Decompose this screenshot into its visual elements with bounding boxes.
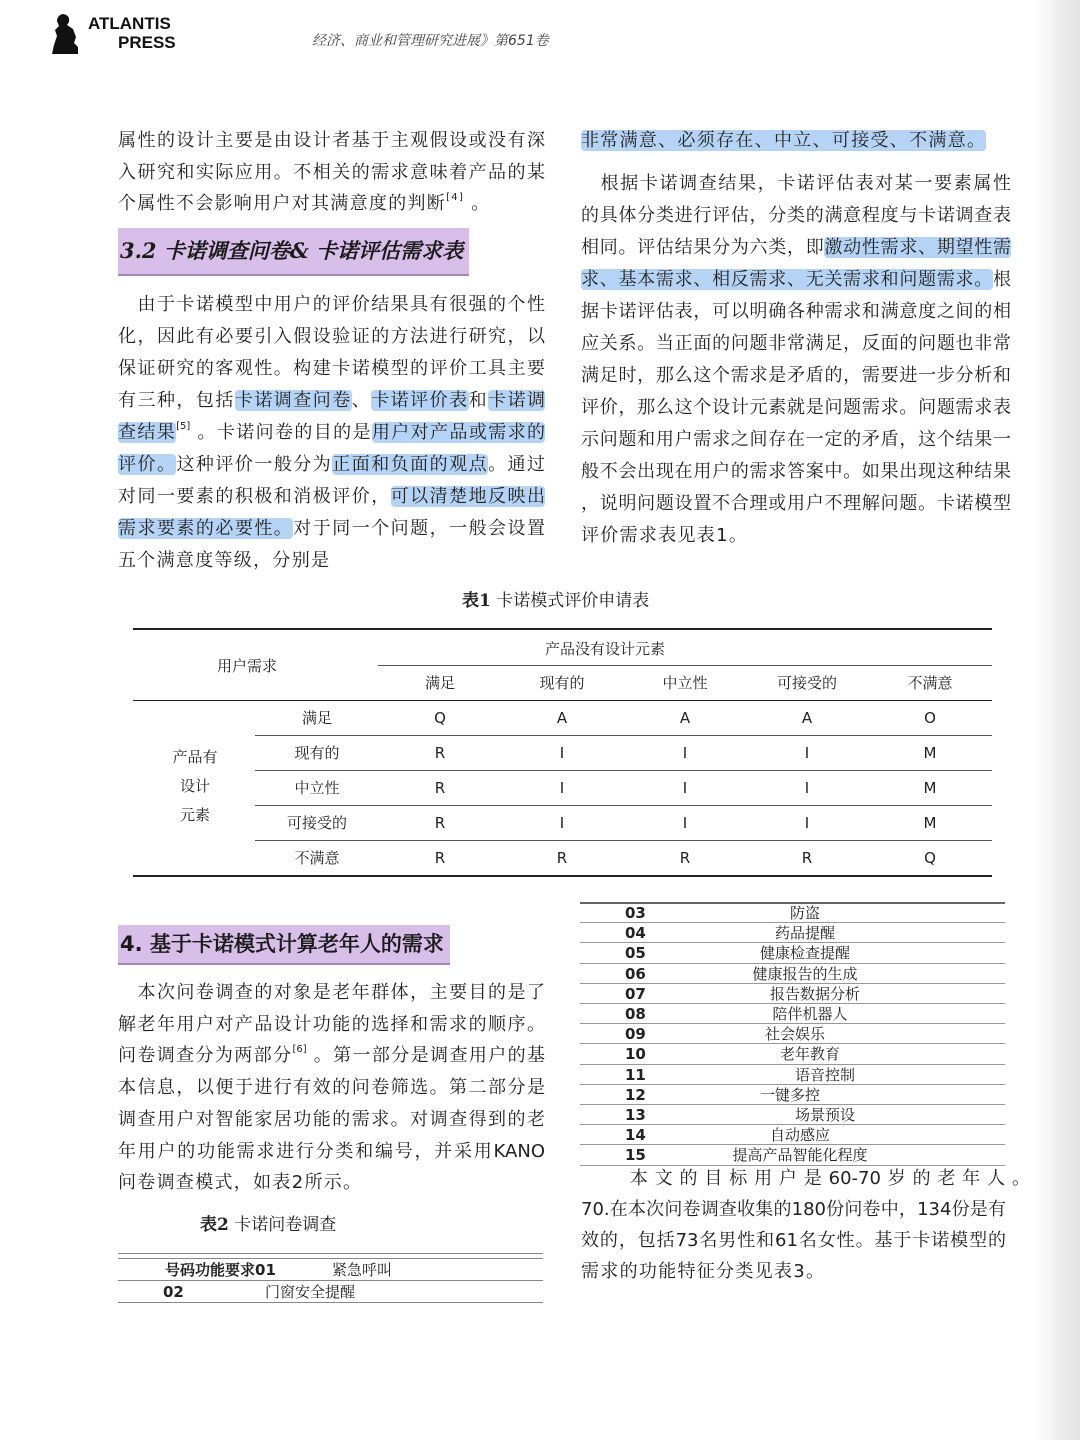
text-line bbox=[118, 191, 491, 217]
table1-header-rule bbox=[133, 700, 992, 701]
table2-header: 号码功能要求01 bbox=[165, 1261, 276, 1279]
table1-row-rule bbox=[255, 770, 992, 771]
table1-row-group-label: 元素 bbox=[179, 806, 211, 824]
text-segment: 评价，那么这个设计元素就是问题需求。问题需求表 bbox=[581, 397, 1011, 418]
text-segment: 。通过 bbox=[488, 454, 546, 475]
table1-caption-number: 表1 bbox=[462, 591, 491, 611]
text-line bbox=[118, 1043, 545, 1069]
text-line bbox=[118, 452, 545, 478]
publisher-logo bbox=[50, 12, 176, 54]
table2-row-rule bbox=[580, 942, 1005, 943]
text-segment: 本文的目标用户是60-70岁的老年人。 bbox=[605, 1168, 1030, 1189]
table1-row-group-label: 产品有 bbox=[172, 748, 218, 766]
text-line bbox=[581, 1228, 1006, 1254]
text-segment: 70.在本次问卷调查收集的180份问卷中，134份是有 bbox=[581, 1199, 1006, 1220]
table2-row-number: 09 bbox=[625, 1025, 646, 1044]
text-line bbox=[581, 171, 1011, 197]
highlighted-text: 卡诺调 bbox=[488, 390, 546, 411]
table1-cell: I bbox=[682, 744, 688, 762]
table2-row-text: 药品提醒 bbox=[774, 924, 836, 943]
highlighted-text: 查结果 bbox=[118, 422, 177, 443]
table2-row-text: 社会娱乐 bbox=[764, 1025, 826, 1044]
highlighted-text: 可以清楚地反映出 bbox=[390, 486, 546, 507]
text-segment: 对于同一个问题，一般会设置 bbox=[293, 518, 546, 539]
table1-bottom-rule bbox=[133, 875, 992, 877]
text-segment: 和 bbox=[468, 390, 489, 411]
table2-row-number: 11 bbox=[625, 1065, 646, 1084]
logo-line-1: ATLANTIS bbox=[88, 14, 171, 33]
text-line bbox=[118, 160, 545, 186]
table1-group-header: 产品没有设计元素 bbox=[544, 640, 666, 658]
text-segment: 。第一部分是调查用户的基 bbox=[306, 1045, 545, 1067]
text-segment: 入研究和实际应用。不相关的需求意味着产品的某 bbox=[118, 161, 545, 183]
text-segment: 根 bbox=[993, 269, 1011, 290]
table1-cell: R bbox=[434, 849, 446, 867]
table1-row-label: 可接受的 bbox=[286, 814, 348, 832]
text-segment: 保证研究的客观性。构建卡诺模型的评价工具主要 bbox=[118, 358, 545, 379]
table1-column-header: 中立性 bbox=[662, 674, 708, 692]
text-segment: 需求的功能特征分类见表3。 bbox=[581, 1261, 826, 1282]
table2-row-text: 语音控制 bbox=[794, 1065, 856, 1084]
table2-first-row-text: 紧急呼叫 bbox=[331, 1261, 393, 1279]
table2-rule bbox=[118, 1280, 543, 1281]
text-segment: 解老年用户对产品设计功能的选择和需求的顺序。 bbox=[118, 1013, 545, 1035]
table2-row-rule bbox=[580, 1104, 1005, 1105]
table2-row-text: 老年教育 bbox=[779, 1045, 841, 1064]
highlighted-text: 非常满意、必须存在、中立、可接受、不满意。 bbox=[581, 130, 987, 151]
table2-row-number: 08 bbox=[625, 1005, 646, 1023]
text-segment: 据卡诺评估表，可以明确各种需求和满意度之间的相 bbox=[581, 301, 1011, 322]
table1-cell: R bbox=[434, 779, 446, 797]
text-line bbox=[581, 395, 1011, 421]
journal-title: 经济、商业和管理研究进展》第651卷 bbox=[312, 33, 549, 49]
table1-top-rule bbox=[133, 628, 992, 630]
text-line bbox=[118, 420, 545, 446]
table2-row-rule bbox=[580, 1064, 1005, 1065]
table2-row-text: 门窗安全提醒 bbox=[264, 1283, 356, 1301]
table2-row-number: 10 bbox=[625, 1045, 646, 1064]
table2-caption-number: 表2 bbox=[200, 1215, 229, 1235]
text-line bbox=[118, 1170, 362, 1196]
highlighted-text: 评价。 bbox=[118, 454, 177, 475]
text-segment: 应关系。当正面的问题非常满足，反面的问题也非常 bbox=[581, 333, 1011, 354]
table2-caption bbox=[200, 1214, 336, 1236]
table2-row-text: 一键多控 bbox=[759, 1085, 821, 1104]
table1-cell: I bbox=[559, 814, 565, 832]
table1-cell: M bbox=[923, 814, 937, 832]
text-line bbox=[118, 1075, 545, 1101]
table1-column-header: 现有的 bbox=[539, 674, 585, 692]
table1-row-label: 中立性 bbox=[294, 779, 340, 797]
table2-row-text: 自动感应 bbox=[769, 1126, 831, 1145]
text-segment: 问卷调查分为两部分 bbox=[118, 1045, 293, 1067]
text-segment: ，说明问题设置不合理或用户不理解问题。卡诺模型 bbox=[581, 493, 1011, 514]
text-line bbox=[581, 1197, 1006, 1223]
table2-row-rule bbox=[580, 1124, 1005, 1125]
highlighted-text: 卡诺调查问卷 bbox=[234, 390, 352, 411]
text-line bbox=[605, 1166, 1030, 1192]
text-line bbox=[118, 484, 545, 510]
citation-ref: [4] bbox=[446, 192, 465, 203]
citation-ref: [5] bbox=[176, 421, 191, 432]
table2-row-number: 04 bbox=[625, 924, 646, 943]
text-line bbox=[581, 299, 1011, 325]
table1-cell: Q bbox=[434, 709, 446, 727]
table1-cell: A bbox=[556, 709, 568, 727]
table1-column-header: 满足 bbox=[424, 674, 456, 692]
table2-row-rule bbox=[580, 963, 1005, 964]
table2-row-rule bbox=[580, 922, 1005, 923]
table1-row-group-label: 设计 bbox=[179, 777, 211, 795]
text-segment: 、 bbox=[351, 390, 372, 411]
table1-caption-text: 卡诺模式评价申请表 bbox=[490, 591, 650, 611]
table2-row-text: 防盗 bbox=[789, 904, 821, 922]
table1-row-rule bbox=[255, 840, 992, 841]
text-segment: 满足时，那么这个需求是矛盾的，需要进一步分析和 bbox=[581, 365, 1011, 386]
highlighted-text: 用户对产品或需求的 bbox=[371, 422, 545, 443]
text-segment: 问卷调查模式，如表2所示。 bbox=[118, 1172, 363, 1194]
text-line bbox=[581, 331, 1011, 357]
table1-cell: I bbox=[804, 814, 810, 832]
table2-row-text: 健康报告的生成 bbox=[752, 964, 858, 983]
text-segment: 由于卡诺模型中用户的评价结果具有很强的个性 bbox=[118, 294, 545, 315]
text-line bbox=[118, 292, 545, 318]
text-line bbox=[581, 203, 1011, 229]
table1-cell: R bbox=[434, 814, 446, 832]
table2-row-number: 13 bbox=[625, 1106, 646, 1124]
table2-row-number: 14 bbox=[625, 1126, 646, 1145]
table2-row-number: 03 bbox=[625, 904, 646, 922]
table2-row-text: 报告数据分析 bbox=[769, 984, 861, 1003]
table1-group-rule bbox=[378, 665, 992, 666]
text-line bbox=[118, 980, 545, 1006]
text-line bbox=[581, 427, 1011, 453]
text-line bbox=[118, 324, 545, 350]
text-line bbox=[581, 128, 986, 154]
table2-rule bbox=[118, 1258, 543, 1259]
highlighted-text: 求、基本需求、相反需求、无关需求和问题需求。 bbox=[581, 269, 993, 290]
table2-rule bbox=[118, 1302, 543, 1303]
text-segment: 。卡诺问卷的目的是 bbox=[190, 422, 372, 443]
table2-row-rule bbox=[580, 983, 1005, 984]
text-line bbox=[581, 459, 1011, 485]
table2-row-rule bbox=[580, 1144, 1005, 1145]
text-segment: 年用户的功能需求进行分类和编号，并采用KANO bbox=[118, 1140, 545, 1162]
highlighted-text: 需求要素的必要性。 bbox=[118, 518, 294, 539]
text-line bbox=[581, 267, 1011, 293]
table2-row-number: 02 bbox=[163, 1283, 184, 1301]
table1-cell: Q bbox=[924, 849, 936, 867]
text-segment: 个属性不会影响用户对其满意度的判断 bbox=[118, 193, 447, 214]
highlighted-text: 正面和负面的观点 bbox=[332, 454, 489, 475]
page-edge-shadow bbox=[1035, 0, 1080, 1440]
table1-column-header: 可接受的 bbox=[776, 674, 838, 692]
text-line bbox=[118, 128, 545, 154]
table2-row-text: 场景预设 bbox=[794, 1106, 856, 1124]
table2-row-rule bbox=[580, 1023, 1005, 1024]
text-segment: 调查用户对智能家居功能的需求。对调查得到的老 bbox=[118, 1108, 545, 1130]
text-line bbox=[581, 363, 1011, 389]
table2-row-number: 05 bbox=[625, 944, 646, 963]
table2-row-number: 12 bbox=[625, 1085, 646, 1104]
table2-row-rule bbox=[580, 1043, 1005, 1044]
table1-caption bbox=[462, 590, 649, 612]
table1-row-label: 不满意 bbox=[294, 849, 340, 867]
table1-cell: R bbox=[556, 849, 568, 867]
table1-corner-header: 用户需求 bbox=[216, 657, 278, 675]
table2-row-text: 健康检查提醒 bbox=[759, 944, 851, 963]
text-segment: 相同。评估结果分为六类，即 bbox=[581, 237, 825, 258]
text-segment: 。 bbox=[464, 193, 491, 214]
table1-row-label: 满足 bbox=[301, 709, 333, 727]
text-segment: 有三种，包括 bbox=[118, 390, 235, 411]
table2-row-number: 07 bbox=[625, 984, 646, 1003]
table1-cell: I bbox=[559, 744, 565, 762]
table1-row-label: 现有的 bbox=[294, 744, 340, 762]
table1-cell: O bbox=[924, 709, 936, 727]
text-line bbox=[118, 1139, 545, 1165]
text-segment: 示问题和用户需求之间存在一定的矛盾，这个结果一 bbox=[581, 429, 1011, 450]
table2-rule bbox=[118, 1253, 543, 1254]
text-segment: 本次问卷调查的对象是老年群体，主要目的是了 bbox=[118, 982, 545, 1003]
text-segment: 根据卡诺调查结果，卡诺评估表对某一要素属性 bbox=[581, 173, 1011, 194]
text-line bbox=[581, 1259, 825, 1285]
table2-row-number: 06 bbox=[625, 964, 646, 983]
text-line bbox=[581, 235, 1011, 261]
thinker-statue-icon bbox=[50, 12, 82, 54]
table1-cell: I bbox=[804, 779, 810, 797]
table1-cell: R bbox=[679, 849, 691, 867]
text-segment: 这种评价一般分为 bbox=[176, 454, 333, 475]
table2-row-text: 提高产品智能化程度 bbox=[732, 1146, 868, 1165]
text-line bbox=[118, 1107, 545, 1133]
table1-cell: I bbox=[682, 814, 688, 832]
text-line bbox=[118, 356, 545, 382]
citation-ref: [6] bbox=[292, 1044, 307, 1056]
text-line bbox=[118, 548, 330, 574]
table1-column-header: 不满意 bbox=[907, 674, 953, 692]
table2-row-text: 陪伴机器人 bbox=[772, 1005, 848, 1023]
table1-cell: M bbox=[923, 744, 937, 762]
table1-cell: R bbox=[434, 744, 446, 762]
table1-cell: I bbox=[804, 744, 810, 762]
table1-row-rule bbox=[255, 805, 992, 806]
text-segment: 本信息，以便于进行有效的问卷筛选。第二部分是 bbox=[118, 1077, 545, 1099]
table2-row-rule bbox=[580, 1084, 1005, 1085]
text-line bbox=[118, 388, 545, 414]
table2-row-rule bbox=[580, 1003, 1005, 1004]
table1-cell: R bbox=[801, 849, 813, 867]
table1-cell: A bbox=[801, 709, 813, 727]
text-line bbox=[581, 523, 748, 549]
text-segment: 化，因此有必要引入假设验证的方法进行研究，以 bbox=[118, 326, 545, 347]
logo-line-2: PRESS bbox=[118, 33, 176, 52]
section-heading-3-2: 3.2 卡诺调查问卷& 卡诺评估需求表 bbox=[118, 228, 469, 276]
table2-caption-text: 卡诺问卷调查 bbox=[228, 1215, 337, 1235]
text-segment: 的具体分类进行评估，分类的满意程度与卡诺调查表 bbox=[581, 205, 1011, 226]
text-segment: 评价需求表见表1。 bbox=[581, 525, 749, 546]
section-heading-4: 4. 基于卡诺模式计算老年人的需求 bbox=[118, 925, 450, 965]
highlighted-text: 卡诺评价表 bbox=[371, 390, 469, 411]
text-segment: 般不会出现在用户的需求答案中。如果出现这种结果 bbox=[581, 461, 1011, 482]
table1-cell: A bbox=[679, 709, 691, 727]
text-segment: 五个满意度等级，分别是 bbox=[118, 550, 331, 571]
table1-cell: M bbox=[923, 779, 937, 797]
text-segment: 效的，包括73名男性和61名女性。基于卡诺模型的 bbox=[581, 1230, 1006, 1251]
text-segment: 对同一要素的积极和消极评价， bbox=[118, 486, 391, 507]
table1-row-rule bbox=[255, 735, 992, 736]
highlighted-text: 激动性需求、期望性需 bbox=[824, 237, 1011, 258]
text-line bbox=[581, 491, 1011, 517]
table1-cell: I bbox=[682, 779, 688, 797]
text-line bbox=[118, 516, 545, 542]
table2-row-number: 15 bbox=[625, 1146, 646, 1165]
table1-cell: I bbox=[559, 779, 565, 797]
text-line bbox=[118, 1012, 545, 1038]
text-segment: 属性的设计主要是由设计者基于主观假设或没有深 bbox=[118, 130, 545, 151]
